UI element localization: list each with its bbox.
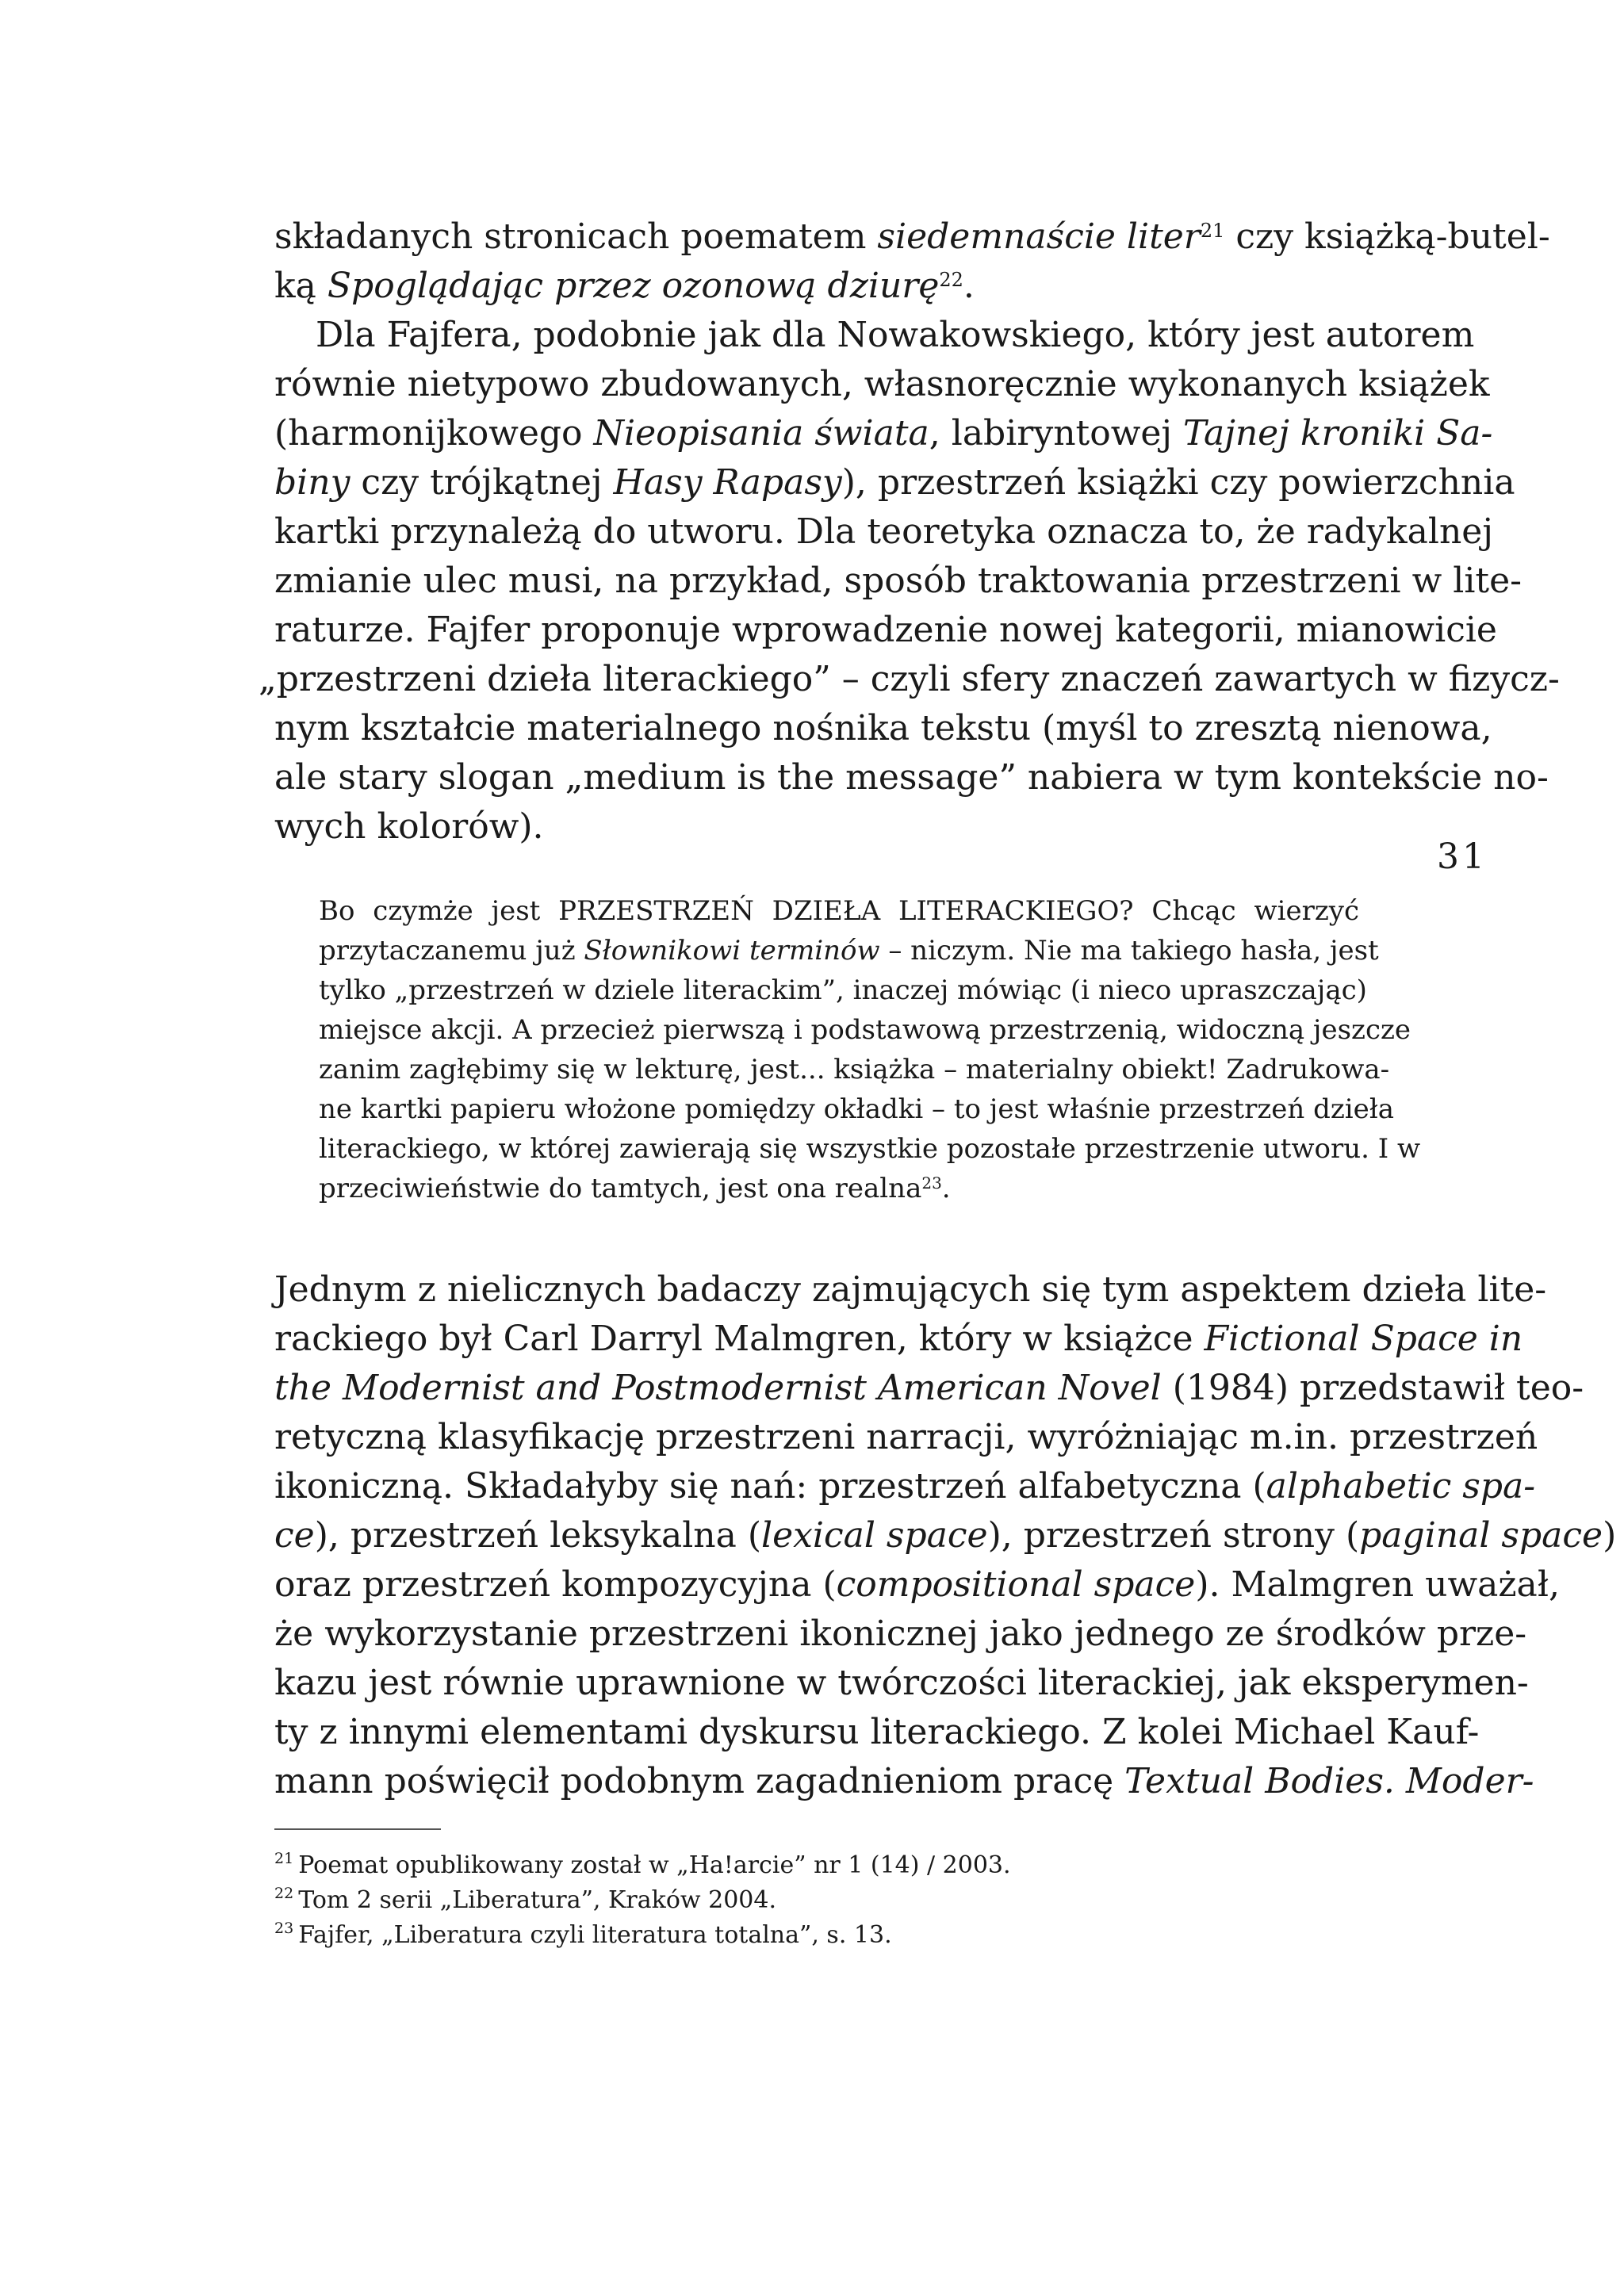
italic-title: Spoglądając przez ozonową dziurę (327, 266, 940, 306)
italic-title: Textual Bodies. Moder- (1124, 1761, 1534, 1801)
footnote-rule (274, 1828, 441, 1830)
quote-line: zanim zagłębimy się w lekturę, jest... książka – materialny obiekt! Zadrukowa- (319, 1054, 1390, 1085)
text-span: mann poświęcił podobnym zagadnieniom pracę (274, 1761, 1125, 1801)
body-line: zmianie ulec musi, na przykład, sposób traktowania przestrzeni w lite- (274, 561, 1522, 601)
text-span: ), przestrzeń książki czy powierzchnia (841, 462, 1515, 503)
text-span: czy trójkątnej (350, 462, 614, 503)
text-span: czy książką-butel- (1224, 216, 1550, 257)
body-line: wych kolorów). (274, 806, 544, 847)
italic-title: biny (274, 462, 350, 503)
italic-term: alphabetic spa- (1266, 1466, 1536, 1506)
text-span: ikoniczną. Składałyby się nań: przestrzeń alfabetyczna ( (274, 1466, 1266, 1506)
text-span: ), przestrzeń leksykalna ( (314, 1515, 761, 1556)
body-line (274, 1511, 1617, 1560)
body-line (274, 1757, 1534, 1806)
text-span: (harmonijkowego (274, 413, 594, 454)
text-span: – niczym. Nie ma takiego hasła, jest (879, 935, 1379, 967)
body-line: równie nietypowo zbudowanych, własnoręcznie wykonanych książek (274, 364, 1490, 404)
page-number: 31 (1437, 836, 1488, 877)
text-span: składanych stronicach poematem (274, 216, 878, 257)
footnote-ref: 23 (921, 1173, 942, 1193)
quote-line (319, 1169, 1359, 1208)
quote-line: Bo czymże jest PRZESTRZEŃ DZIEŁA LITERACKIEGO? Chcąc wierzyć (319, 895, 1359, 927)
body-line (274, 458, 1515, 507)
body-line: nym kształcie materialnego nośnika tekstu (myśl to zresztą nienowa, (274, 708, 1492, 748)
text-span: , labiryntowej (929, 413, 1184, 454)
footnote-number: 21 (274, 1850, 294, 1867)
italic-title: Hasy Rapasy (613, 462, 842, 503)
footnote (274, 1911, 892, 1953)
footnote-number: 22 (274, 1885, 294, 1902)
text-span: ). Malmgren uważał, (1195, 1564, 1561, 1605)
text-span: oraz przestrzeń kompozycyjna ( (274, 1564, 837, 1605)
italic-term: compositional space (836, 1564, 1196, 1605)
quote-line (319, 931, 1379, 970)
text-span: ) (1603, 1515, 1617, 1556)
italic-title: siedemnaście liter (877, 216, 1201, 257)
body-line: kazu jest równie uprawnione w twórczości literackiej, jak eksperymen- (274, 1663, 1529, 1703)
body-line (274, 262, 1354, 311)
body-line: retyczną klasyfikację przestrzeni narracji, wyróżniając m.in. przestrzeń (274, 1417, 1538, 1457)
text-span: rackiego był Carl Darryl Malmgren, który w książce (274, 1319, 1205, 1359)
body-line (274, 212, 1550, 262)
text-span: przytaczanemu już (319, 935, 584, 967)
text-span: przeciwieństwie do tamtych, jest ona realna (319, 1173, 922, 1204)
footnote-text: Fajfer, „Liberatura czyli literatura totalna”, s. 13. (298, 1921, 892, 1949)
italic-term: ce (274, 1515, 315, 1556)
quote-line: ne kartki papieru włożone pomiędzy okładki – to jest właśnie przestrzeń dzieła (319, 1093, 1395, 1125)
body-line (274, 1462, 1536, 1511)
footnote-ref: 22 (939, 269, 963, 291)
text-span: ką (274, 266, 327, 306)
text-span: ), przestrzeń strony ( (987, 1515, 1360, 1556)
footnote-number: 23 (274, 1920, 294, 1937)
body-line: „przestrzeni dzieła literackiego” – czyli sfery znaczeń zawartych w fizycz- (259, 659, 1560, 699)
body-line: Jednym z nielicznych badaczy zajmujących się tym aspektem dzieła lite- (274, 1269, 1547, 1310)
italic-title: Fictional Space in (1204, 1319, 1523, 1359)
quote-line: tylko „przestrzeń w dziele literackim”, inaczej mówiąc (i nieco upraszczając) (319, 974, 1367, 1006)
body-line (274, 1364, 1584, 1413)
text-span: . (963, 266, 975, 306)
body-line: Dla Fajfera, podobnie jak dla Nowakowskiego, który jest autorem (316, 315, 1475, 355)
quote-line: literackiego, w której zawierają się wszystkie pozostałe przestrzenie utworu. I w (319, 1133, 1421, 1165)
footnote-ref: 21 (1200, 220, 1225, 242)
italic-title: Tajnej kroniki Sa- (1183, 413, 1493, 454)
text-span: . (941, 1173, 951, 1204)
body-line: ale stary slogan „medium is the message” nabiera w tym kontekście no- (274, 757, 1549, 798)
italic-term: lexical space (761, 1515, 988, 1556)
footnote-text: Tom 2 serii „Liberatura”, Kraków 2004. (298, 1886, 776, 1914)
italic-title: Nieopisania świata (593, 413, 929, 454)
body-line: że wykorzystanie przestrzeni ikonicznej jako jednego ze środków prze- (274, 1614, 1527, 1654)
italic-title: Słownikowi terminów (584, 935, 880, 967)
body-line (274, 1315, 1523, 1364)
footnote-text: Poemat opublikowany został w „Ha!arcie” nr 1 (14) / 2003. (298, 1851, 1011, 1879)
quote-line: miejsce akcji. A przecież pierwszą i podstawową przestrzenią, widoczną jeszcze (319, 1014, 1411, 1046)
italic-title: the Modernist and Postmodernist American Novel (274, 1368, 1162, 1408)
body-line (274, 409, 1493, 458)
body-line: kartki przynależą do utworu. Dla teoretyka oznacza to, że radykalnej (274, 511, 1493, 552)
body-line: ty z innymi elementami dyskursu literackiego. Z kolei Michael Kauf- (274, 1712, 1480, 1752)
text-span: (1984) przedstawił teo- (1161, 1368, 1584, 1408)
body-line (274, 1560, 1561, 1610)
body-line: raturze. Fajfer proponuje wprowadzenie nowej kategorii, mianowicie (274, 610, 1497, 650)
italic-term: paginal space (1359, 1515, 1603, 1556)
